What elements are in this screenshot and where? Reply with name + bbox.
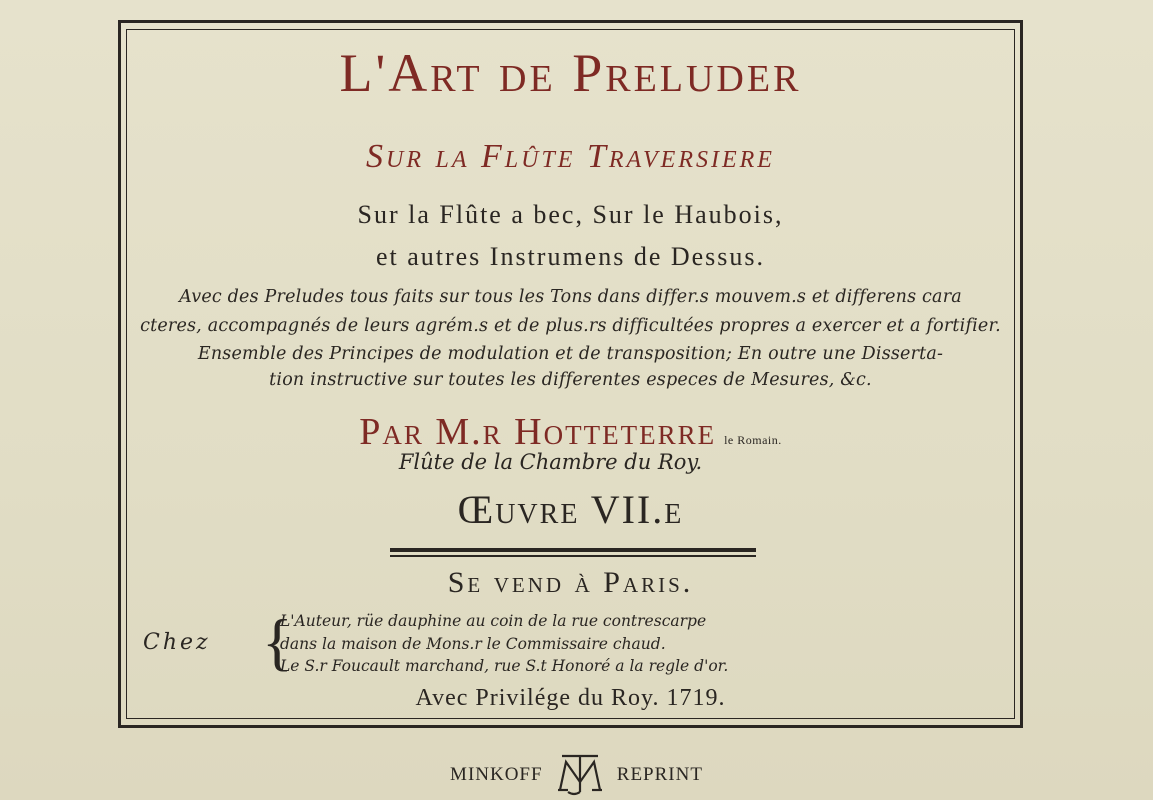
subtitle-line-2: Sur la Flûte a bec, Sur le Haubois, (357, 200, 784, 229)
publisher-name-left: MINKOFF (450, 764, 543, 785)
subtitle: Sur la Flûte Traversiere (366, 138, 775, 175)
address-line-1: L'Auteur, rüe dauphine au coin de la rue contrescarpe (280, 612, 707, 630)
description-line-4: tion instructive sur toutes les differentes especes de Mesures, &c. (269, 370, 872, 390)
brace-icon: { (262, 606, 293, 677)
publisher-monogram-icon (554, 752, 606, 798)
chez-label: Chez (143, 630, 211, 655)
description-line-3: Ensemble des Principes de modulation et de transposition; En outre une Disserta- (197, 344, 944, 364)
subtitle-line-3: et autres Instrumens de Dessus. (375, 242, 766, 271)
author-epithet: le Romain. (724, 433, 782, 447)
address-line-3: Le S.r Foucault marchand, rue S.t Honoré a la regle d'or. (280, 657, 729, 675)
publisher-name-right: REPRINT (616, 764, 703, 785)
separator-rule-thick (390, 548, 756, 552)
privilege-line: Avec Privilége du Roy. 1719. (415, 685, 726, 711)
author-role: Flûte de la Chambre du Roy. (398, 450, 703, 474)
opus-number: Œuvre VII.e (457, 487, 684, 532)
author-name: Par M.r Hotteterre (359, 411, 717, 453)
separator-rule-thin (390, 555, 756, 557)
publisher-footer (0, 752, 1153, 798)
description-line-2: cteres, accompagnés de leurs agrém.s et de plus.rs difficultées propres a exercer et a fortifier. (140, 316, 1001, 336)
address-line-2: dans la maison de Mons.r le Commissaire chaud. (280, 635, 666, 653)
title: L'Art de Preluder (339, 43, 802, 103)
description-line-1: Avec des Preludes tous faits sur tous les Tons dans differ.s mouvem.s et differens cara (179, 287, 962, 307)
sale-location: Se vend à Paris. (447, 566, 694, 599)
author-line (126, 410, 1015, 454)
